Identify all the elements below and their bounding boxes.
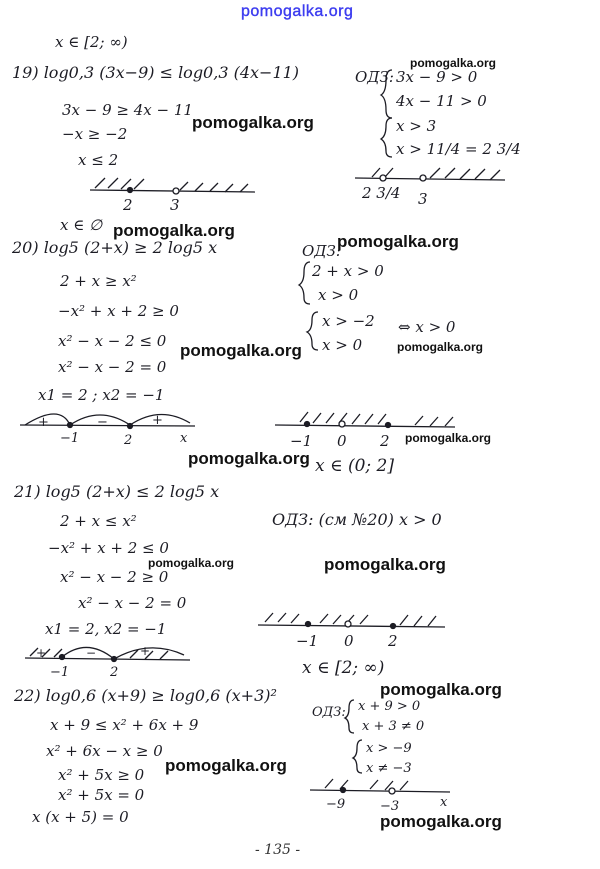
p22-line-5: x (x + 5) = 0: [32, 808, 129, 826]
p19-odz-3: x > 3: [396, 117, 437, 135]
p19-odz-4: x > 11/4 = 2 3/4: [396, 140, 521, 158]
p22-odz-1: x + 9 > 0: [358, 699, 421, 714]
point-3b: [420, 175, 426, 181]
p20-line-1: 2 + x ≥ x²: [60, 272, 137, 290]
p20-sign-plus-1: +: [38, 415, 49, 430]
point-2-3-4: [380, 175, 386, 181]
number-line-19b: [355, 178, 505, 180]
hatch-19a-right: [180, 182, 248, 192]
p21-line-4: x² − x − 2 = 0: [78, 594, 187, 612]
site-header: pomogalka.org: [241, 3, 354, 20]
hatch-21-sign: [30, 644, 184, 659]
p21-sign-plus-2: +: [140, 644, 151, 658]
watermark-2: pomogalka.org: [192, 113, 314, 132]
p22-line-1: x + 9 ≤ x² + 6x + 9: [50, 716, 199, 734]
p20-line-2: −x² + x + 2 ≥ 0: [58, 302, 179, 320]
hatch-22: [325, 779, 408, 790]
brace-20a: [299, 262, 310, 304]
p20-odz-3: x > −2: [322, 312, 375, 330]
p22-odz-2: x + 3 ≠ 0: [362, 719, 425, 734]
p19-line-0: 19) log0,3 (3x−9) ≤ log0,3 (4x−11): [12, 63, 300, 82]
p20-odz-1: 2 + x > 0: [312, 262, 384, 280]
p20-answer: x ∈ (0; 2]: [315, 456, 395, 476]
p18-answer: x ∈ [2; ∞): [55, 33, 128, 51]
p21-axis2-neg1: −1: [296, 632, 319, 650]
p22-odz-label: ОДЗ:: [312, 705, 346, 720]
p19-axis2-a: 2 3/4: [362, 184, 401, 202]
p22-line-2: x² + 6x − x ≥ 0: [46, 742, 163, 760]
p22-axis-x: x: [440, 795, 448, 810]
p22-odz-4: x ≠ −3: [366, 761, 412, 776]
hatch-20: [300, 412, 453, 426]
p19-odz-1: 3x − 9 > 0: [396, 68, 478, 86]
p19-line-2: −x ≥ −2: [62, 125, 128, 143]
p21-answer: x ∈ [2; ∞): [302, 658, 385, 678]
p19-line-1: 3x − 9 ≥ 4x − 11: [62, 101, 193, 119]
p19-axis1-3: 3: [170, 196, 180, 214]
p20-odz-5: ⇔ x > 0: [398, 318, 456, 336]
watermark-11: pomogalka.org: [380, 680, 502, 699]
p21-line-5: x1 = 2, x2 = −1: [45, 620, 167, 638]
watermark-8: pomogalka.org: [188, 449, 310, 468]
watermark-3: pomogalka.org: [113, 221, 235, 240]
brace-22b: [353, 740, 362, 773]
point-3: [173, 188, 179, 194]
watermark-9: pomogalka.org: [148, 556, 235, 570]
p19-line-4: x ∈ ∅: [60, 216, 103, 234]
brace-20b: [307, 312, 318, 350]
p21-sign-minus: −: [86, 646, 97, 660]
p21-line-0: 21) log5 (2+x) ≤ 2 log5 x: [14, 482, 220, 501]
p21-axis2-2: 2: [388, 632, 398, 650]
watermark-4: pomogalka.org: [337, 232, 459, 251]
p21-line-2: −x² + x + 2 ≤ 0: [48, 539, 169, 557]
p21-axis2-0: 0: [344, 632, 354, 650]
p19-line-3: x ≤ 2: [78, 151, 119, 169]
watermark-13: pomogalka.org: [380, 812, 502, 831]
p19-axis2-b: 3: [418, 190, 428, 208]
watermark-10: pomogalka.org: [324, 555, 446, 574]
p22-line-4: x² + 5x = 0: [58, 786, 145, 804]
p21-axis-neg1: −1: [50, 665, 70, 680]
p21-axis-2: 2: [110, 665, 119, 680]
watermark-1: pomogalka.org: [410, 56, 497, 70]
p22-line-3: x² + 5x ≥ 0: [58, 766, 145, 784]
number-line-21: [258, 625, 445, 627]
brace-19b: [381, 118, 392, 157]
sign-line-21: [25, 658, 190, 660]
hatch-19a: [95, 178, 144, 189]
p22-odz-3: x > −9: [366, 741, 412, 756]
p21-line-1: 2 + x ≤ x²: [60, 512, 137, 530]
p20-axis-2: 2: [124, 433, 133, 448]
number-line-22: [310, 790, 450, 792]
page-number: - 135 -: [255, 842, 301, 858]
p20-sign-minus: −: [97, 415, 108, 430]
watermark-6: pomogalka.org: [397, 340, 484, 354]
p21-sign-plus-1: +: [36, 646, 47, 660]
p20-line-3: x² − x − 2 ≤ 0: [58, 332, 167, 350]
point-2: [128, 188, 133, 193]
p20-axis2-neg1: −1: [290, 432, 313, 450]
p20-axis2-0: 0: [337, 432, 347, 450]
p21-line-3: x² − x − 2 ≥ 0: [60, 568, 169, 586]
p19-odz-2: 4x − 11 > 0: [396, 92, 487, 110]
p20-axis-x: x: [180, 431, 188, 446]
p22-axis-neg9: −9: [326, 797, 346, 812]
p22-line-0: 22) log0,6 (x+9) ≥ log0,6 (x+3)²: [14, 686, 277, 705]
brace-22a: [345, 700, 354, 733]
p19-axis1-2: 2: [123, 196, 133, 214]
p20-sign-plus-2: +: [152, 413, 163, 428]
watermark-12: pomogalka.org: [165, 756, 287, 775]
number-line-20: [275, 425, 455, 427]
p19-odz-label: ОДЗ:: [355, 68, 394, 86]
p20-odz-2: x > 0: [318, 286, 359, 304]
p20-axis-neg1: −1: [60, 431, 80, 446]
watermark-5: pomogalka.org: [180, 341, 302, 360]
watermark-7: pomogalka.org: [405, 431, 492, 445]
p20-line-0: 20) log5 (2+x) ≥ 2 log5 x: [12, 238, 218, 257]
p20-odz-4: x > 0: [322, 336, 363, 354]
p22-axis-neg3: −3: [380, 799, 400, 814]
p20-line-4: x² − x − 2 = 0: [58, 358, 167, 376]
p20-line-5: x1 = 2 ; x2 = −1: [38, 386, 165, 404]
p20-axis2-2: 2: [380, 432, 390, 450]
p21-odz: ОДЗ: (см №20) x > 0: [272, 510, 442, 529]
p20-odz-label: ОДЗ:: [302, 242, 341, 260]
